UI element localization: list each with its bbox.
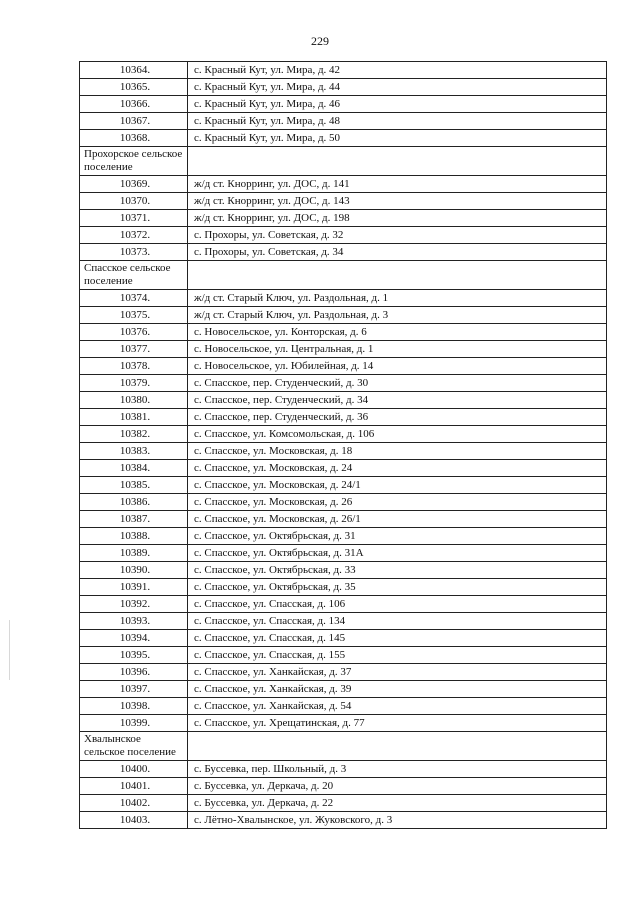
- address-cell: с. Спасское, ул. Спасская, д. 106: [188, 596, 607, 613]
- table-row: [80, 227, 607, 244]
- table-row: [80, 176, 607, 193]
- entry-number-cell: 10396.: [80, 664, 188, 681]
- table-row: [80, 681, 607, 698]
- address-cell: с. Спасское, ул. Спасская, д. 155: [188, 647, 607, 664]
- address-cell: с. Спасское, ул. Октябрьская, д. 35: [188, 579, 607, 596]
- address-cell: ж/д ст. Кнорринг, ул. ДОС, д. 141: [188, 176, 607, 193]
- entry-number-cell: 10369.: [80, 176, 188, 193]
- address-cell: ж/д ст. Кнорринг, ул. ДОС, д. 198: [188, 210, 607, 227]
- table-row: [80, 795, 607, 812]
- table-row: [80, 358, 607, 375]
- section-row: [80, 147, 607, 176]
- address-cell: с. Спасское, ул. Московская, д. 26: [188, 494, 607, 511]
- table-row: [80, 290, 607, 307]
- address-cell: ж/д ст. Старый Ключ, ул. Раздольная, д. 1: [188, 290, 607, 307]
- address-cell: с. Новосельское, ул. Центральная, д. 1: [188, 341, 607, 358]
- entry-number-cell: 10403.: [80, 812, 188, 829]
- table-row: [80, 596, 607, 613]
- address-cell: с. Спасское, ул. Московская, д. 26/1: [188, 511, 607, 528]
- entry-number-cell: 10372.: [80, 227, 188, 244]
- address-cell: с. Прохоры, ул. Советская, д. 32: [188, 227, 607, 244]
- table-row: [80, 113, 607, 130]
- address-cell: с. Спасское, ул. Московская, д. 24/1: [188, 477, 607, 494]
- table-row: [80, 193, 607, 210]
- entry-number-cell: 10397.: [80, 681, 188, 698]
- entry-number-cell: 10383.: [80, 443, 188, 460]
- address-cell: с. Спасское, ул. Спасская, д. 134: [188, 613, 607, 630]
- address-cell: с. Спасское, ул. Октябрьская, д. 33: [188, 562, 607, 579]
- table-row: [80, 664, 607, 681]
- address-cell: с. Спасское, ул. Московская, д. 24: [188, 460, 607, 477]
- table-row: [80, 130, 607, 147]
- entry-number-cell: 10379.: [80, 375, 188, 392]
- address-cell: с. Спасское, ул. Спасская, д. 145: [188, 630, 607, 647]
- table-row: [80, 375, 607, 392]
- table-row: [80, 62, 607, 79]
- table-row: [80, 511, 607, 528]
- entry-number-cell: 10391.: [80, 579, 188, 596]
- address-table: [79, 61, 607, 829]
- table-row: [80, 630, 607, 647]
- entry-number-cell: 10368.: [80, 130, 188, 147]
- address-cell: с. Красный Кут, ул. Мира, д. 44: [188, 79, 607, 96]
- entry-number-cell: 10365.: [80, 79, 188, 96]
- address-cell: с. Прохоры, ул. Советская, д. 34: [188, 244, 607, 261]
- entry-number-cell: 10373.: [80, 244, 188, 261]
- entry-number-cell: 10385.: [80, 477, 188, 494]
- address-cell: с. Лётно-Хвалынское, ул. Жуковского, д. 3: [188, 812, 607, 829]
- table-row: [80, 715, 607, 732]
- settlement-name-cell: Хвалынское сельское поселение: [80, 732, 188, 761]
- address-cell: с. Буссевка, ул. Деркача, д. 20: [188, 778, 607, 795]
- table-row: [80, 528, 607, 545]
- table-row: [80, 392, 607, 409]
- table-row: [80, 477, 607, 494]
- entry-number-cell: 10377.: [80, 341, 188, 358]
- entry-number-cell: 10375.: [80, 307, 188, 324]
- address-cell: с. Спасское, ул. Ханкайская, д. 39: [188, 681, 607, 698]
- entry-number-cell: 10389.: [80, 545, 188, 562]
- entry-number-cell: 10382.: [80, 426, 188, 443]
- table-row: [80, 761, 607, 778]
- address-cell: с. Спасское, пер. Студенческий, д. 34: [188, 392, 607, 409]
- address-cell: с. Красный Кут, ул. Мира, д. 50: [188, 130, 607, 147]
- table-row: [80, 562, 607, 579]
- settlement-name-cell: Прохорское сельское поселение: [80, 147, 188, 176]
- address-cell: с. Спасское, ул. Октябрьская, д. 31А: [188, 545, 607, 562]
- table-row: [80, 443, 607, 460]
- address-cell: с. Красный Кут, ул. Мира, д. 48: [188, 113, 607, 130]
- entry-number-cell: 10384.: [80, 460, 188, 477]
- table-row: [80, 244, 607, 261]
- address-cell: с. Буссевка, пер. Школьный, д. 3: [188, 761, 607, 778]
- table-row: [80, 698, 607, 715]
- entry-number-cell: 10370.: [80, 193, 188, 210]
- section-row: [80, 732, 607, 761]
- entry-number-cell: 10380.: [80, 392, 188, 409]
- entry-number-cell: 10374.: [80, 290, 188, 307]
- table-row: [80, 579, 607, 596]
- section-row: [80, 261, 607, 290]
- address-cell: с. Новосельское, ул. Юбилейная, д. 14: [188, 358, 607, 375]
- table-row: [80, 426, 607, 443]
- page-number: 229: [311, 34, 329, 48]
- address-cell: с. Спасское, ул. Комсомольская, д. 106: [188, 426, 607, 443]
- table-row: [80, 545, 607, 562]
- entry-number-cell: 10390.: [80, 562, 188, 579]
- table-row: [80, 778, 607, 795]
- table-row: [80, 494, 607, 511]
- entry-number-cell: 10366.: [80, 96, 188, 113]
- entry-number-cell: 10364.: [80, 62, 188, 79]
- table-row: [80, 324, 607, 341]
- entry-number-cell: 10401.: [80, 778, 188, 795]
- settlement-name-cell: Спасское сельское поселение: [80, 261, 188, 290]
- entry-number-cell: 10393.: [80, 613, 188, 630]
- address-cell: [188, 147, 607, 176]
- entry-number-cell: 10367.: [80, 113, 188, 130]
- table-row: [80, 812, 607, 829]
- entry-number-cell: 10376.: [80, 324, 188, 341]
- entry-number-cell: 10387.: [80, 511, 188, 528]
- entry-number-cell: 10400.: [80, 761, 188, 778]
- address-table-body: [80, 62, 607, 829]
- entry-number-cell: 10388.: [80, 528, 188, 545]
- address-cell: с. Спасское, ул. Октябрьская, д. 31: [188, 528, 607, 545]
- entry-number-cell: 10378.: [80, 358, 188, 375]
- address-cell: с. Красный Кут, ул. Мира, д. 42: [188, 62, 607, 79]
- address-cell: с. Спасское, ул. Хрещатинская, д. 77: [188, 715, 607, 732]
- entry-number-cell: 10394.: [80, 630, 188, 647]
- address-cell: [188, 732, 607, 761]
- table-row: [80, 307, 607, 324]
- address-cell: [188, 261, 607, 290]
- address-cell: с. Спасское, ул. Ханкайская, д. 54: [188, 698, 607, 715]
- address-cell: с. Буссевка, ул. Деркача, д. 22: [188, 795, 607, 812]
- address-cell: ж/д ст. Старый Ключ, ул. Раздольная, д. 3: [188, 307, 607, 324]
- address-cell: с. Новосельское, ул. Конторская, д. 6: [188, 324, 607, 341]
- entry-number-cell: 10395.: [80, 647, 188, 664]
- table-row: [80, 409, 607, 426]
- entry-number-cell: 10381.: [80, 409, 188, 426]
- entry-number-cell: 10399.: [80, 715, 188, 732]
- address-cell: с. Спасское, пер. Студенческий, д. 30: [188, 375, 607, 392]
- address-cell: с. Спасское, ул. Ханкайская, д. 37: [188, 664, 607, 681]
- table-row: [80, 79, 607, 96]
- entry-number-cell: 10371.: [80, 210, 188, 227]
- table-row: [80, 613, 607, 630]
- address-cell: с. Красный Кут, ул. Мира, д. 46: [188, 96, 607, 113]
- table-row: [80, 341, 607, 358]
- address-cell: ж/д ст. Кнорринг, ул. ДОС, д. 143: [188, 193, 607, 210]
- table-row: [80, 647, 607, 664]
- entry-number-cell: 10402.: [80, 795, 188, 812]
- table-row: [80, 460, 607, 477]
- table-row: [80, 210, 607, 227]
- scan-artifact-line: [9, 620, 10, 680]
- address-cell: с. Спасское, пер. Студенческий, д. 36: [188, 409, 607, 426]
- entry-number-cell: 10398.: [80, 698, 188, 715]
- table-row: [80, 96, 607, 113]
- entry-number-cell: 10386.: [80, 494, 188, 511]
- entry-number-cell: 10392.: [80, 596, 188, 613]
- address-cell: с. Спасское, ул. Московская, д. 18: [188, 443, 607, 460]
